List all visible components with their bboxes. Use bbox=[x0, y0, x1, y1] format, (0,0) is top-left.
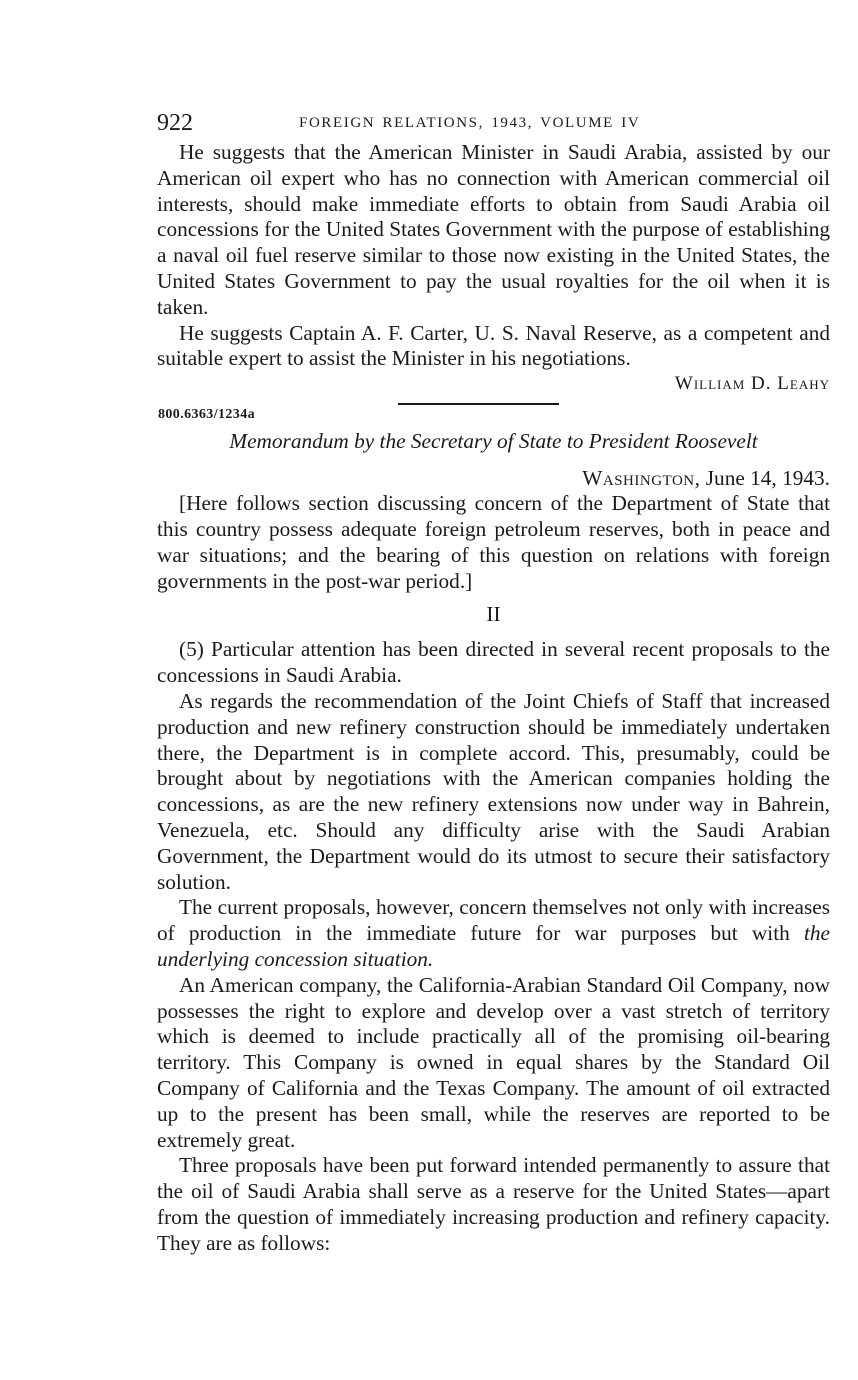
document-title: Memorandum by the Secretary of State to President Roosevelt bbox=[229, 429, 758, 454]
running-head bbox=[157, 106, 830, 140]
paragraph-4: An American company, the California-Arabian Standard Oil Company, now possesses the right to explore and develop over a vast stretch of territory which is deemed to include practically all of the promising oil-bearing territory. This Company is owned in equal shares by the Standard Oil Company of California and the Texas Company. The amount of oil extracted up to the present has been small, while the reserves are reported to be extremely great. bbox=[157, 972, 830, 1152]
carryover-paragraph-1: He suggests that the American Minister in Saudi Arabia, assisted by our American oil expert who has no connection with American commercial oil interests, should make immediate efforts to obtain from Saudi Arabia oil concessions for the United States Government with the purpose of establishing a naval oil fuel reserve similar to those now existing in the United States, the United States Government to pay the usual royalties for the oil when it is taken. bbox=[157, 140, 830, 319]
section-numeral: II bbox=[486, 602, 501, 627]
file-row bbox=[157, 398, 830, 426]
section-divider bbox=[398, 403, 559, 405]
paragraph-5: Three proposals have been put forward intended permanently to assure that the oil of Saudi Arabia shall serve as a reserve for the United States—apart from the question of immediately increasing production and refinery capacity. They are as follows: bbox=[157, 1153, 830, 1255]
running-title: FOREIGN RELATIONS, 1943, VOLUME IV bbox=[299, 115, 641, 131]
paragraph-2: As regards the recommendation of the Joint Chiefs of Staff that increased production and new refinery construction should be immediately undertaken there, the Department is in complete accord. This, presumably, could be brought about by negotiations with the American companies holding the concessions, as are the new refinery extensions now under way in Bahrein, Venezuela, etc. Should any difficulty arise with the Saudi Arabian Government, the Department would do its utmost to secure their satisfactory solution. bbox=[157, 688, 830, 894]
paragraph-1: (5) Particular attention has been directed in several recent proposals to the concessions in Saudi Arabia. bbox=[157, 637, 830, 688]
dateline-place: Washington, bbox=[582, 466, 701, 491]
paragraph-3-text: The current proposals, however, concern themselves not only with increases of production in the immediate future for war purposes but with bbox=[157, 895, 830, 946]
paragraph-3-emphasis: the underlying concession situation. bbox=[157, 921, 830, 971]
signature: William D. Leahy bbox=[674, 373, 830, 395]
document-page bbox=[157, 106, 830, 1256]
dateline-date: June 14, 1943. bbox=[705, 466, 830, 491]
carryover-paragraph-2: He suggests Captain A. F. Carter, U. S. Naval Reserve, as a competent and suitable expert to assist the Minister in his negotiations. bbox=[157, 320, 830, 371]
page-number: 922 bbox=[157, 110, 193, 136]
file-number: 800.6363/1234a bbox=[158, 407, 255, 423]
editorial-note: [Here follows section discussing concern of the Department of State that this country possess adequate foreign petroleum reserves, both in peace and war situations; and the bearing of this question on relations with foreign governments in the post-war period.] bbox=[157, 491, 830, 593]
paragraph-3 bbox=[157, 895, 830, 972]
dateline bbox=[157, 465, 830, 491]
